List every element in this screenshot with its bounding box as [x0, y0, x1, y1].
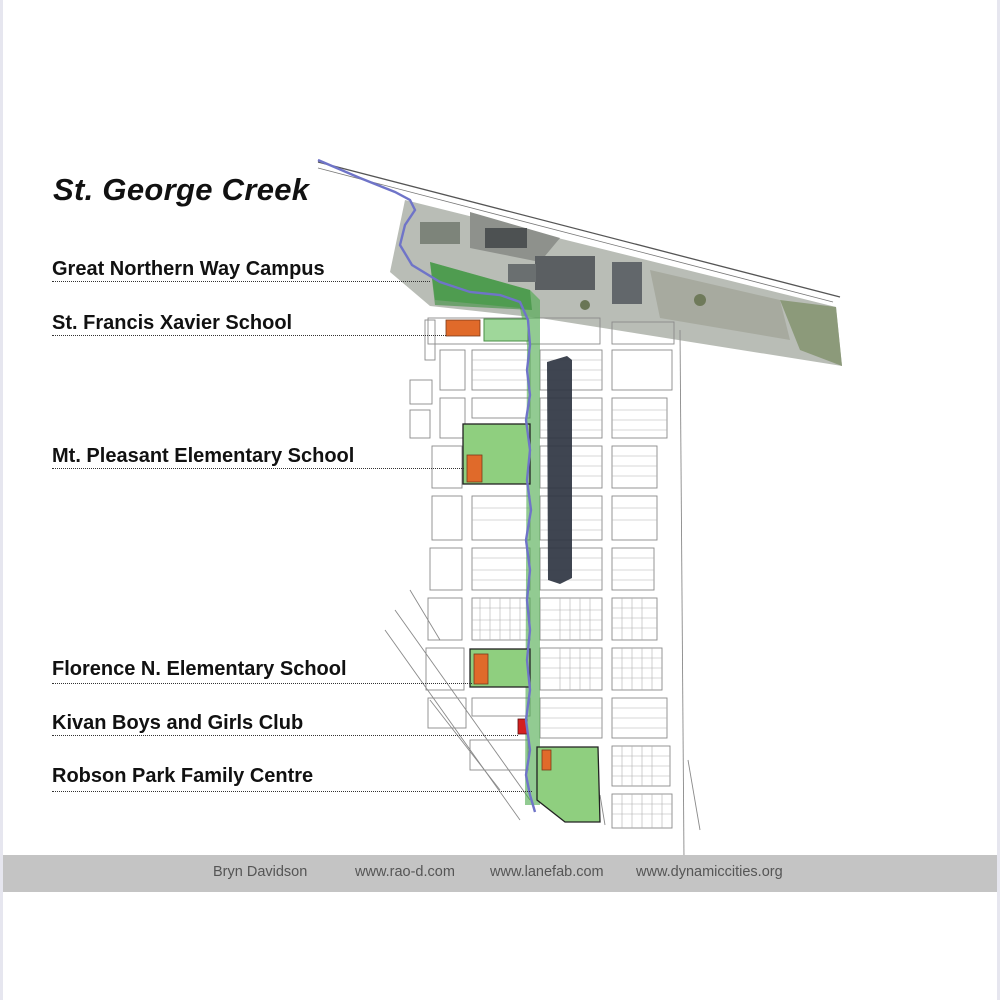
- dark-corridor-bar: [547, 356, 572, 584]
- label-mt-pleasant-elementary-school: Mt. Pleasant Elementary School: [52, 445, 355, 467]
- label-st-francis-xavier-school: St. Francis Xavier School: [52, 312, 293, 334]
- mt-pleasant-building: [467, 455, 482, 482]
- leader-kivan-boys-and-girls-club: [52, 735, 518, 736]
- st-francis-building: [446, 320, 480, 336]
- footer-bar: [3, 855, 997, 892]
- footer-link-lanefab[interactable]: www.lanefab.com: [490, 864, 604, 880]
- label-robson-park-family-centre: Robson Park Family Centre: [52, 765, 314, 787]
- robson-building: [542, 750, 551, 770]
- label-kivan-boys-and-girls-club: Kivan Boys and Girls Club: [52, 712, 304, 734]
- footer-link-rao-d[interactable]: www.rao-d.com: [355, 864, 455, 880]
- label-great-northern-way-campus: Great Northern Way Campus: [52, 258, 325, 280]
- label-florence-n-elementary-school: Florence N. Elementary School: [52, 658, 347, 680]
- footer-link-dynamiccities[interactable]: www.dynamiccities.org: [636, 864, 783, 880]
- leader-florence-n-elementary-school: [52, 683, 472, 684]
- leader-mt-pleasant-elementary-school: [52, 468, 464, 469]
- leader-great-northern-way-campus: [52, 281, 430, 282]
- leader-st-francis-xavier-school: [52, 335, 446, 336]
- leader-robson-park-family-centre: [52, 791, 532, 792]
- st-francis-field: [484, 319, 528, 341]
- footer-author: Bryn Davidson: [213, 864, 308, 880]
- florence-building: [474, 654, 488, 684]
- map-title: St. George Creek: [53, 172, 310, 207]
